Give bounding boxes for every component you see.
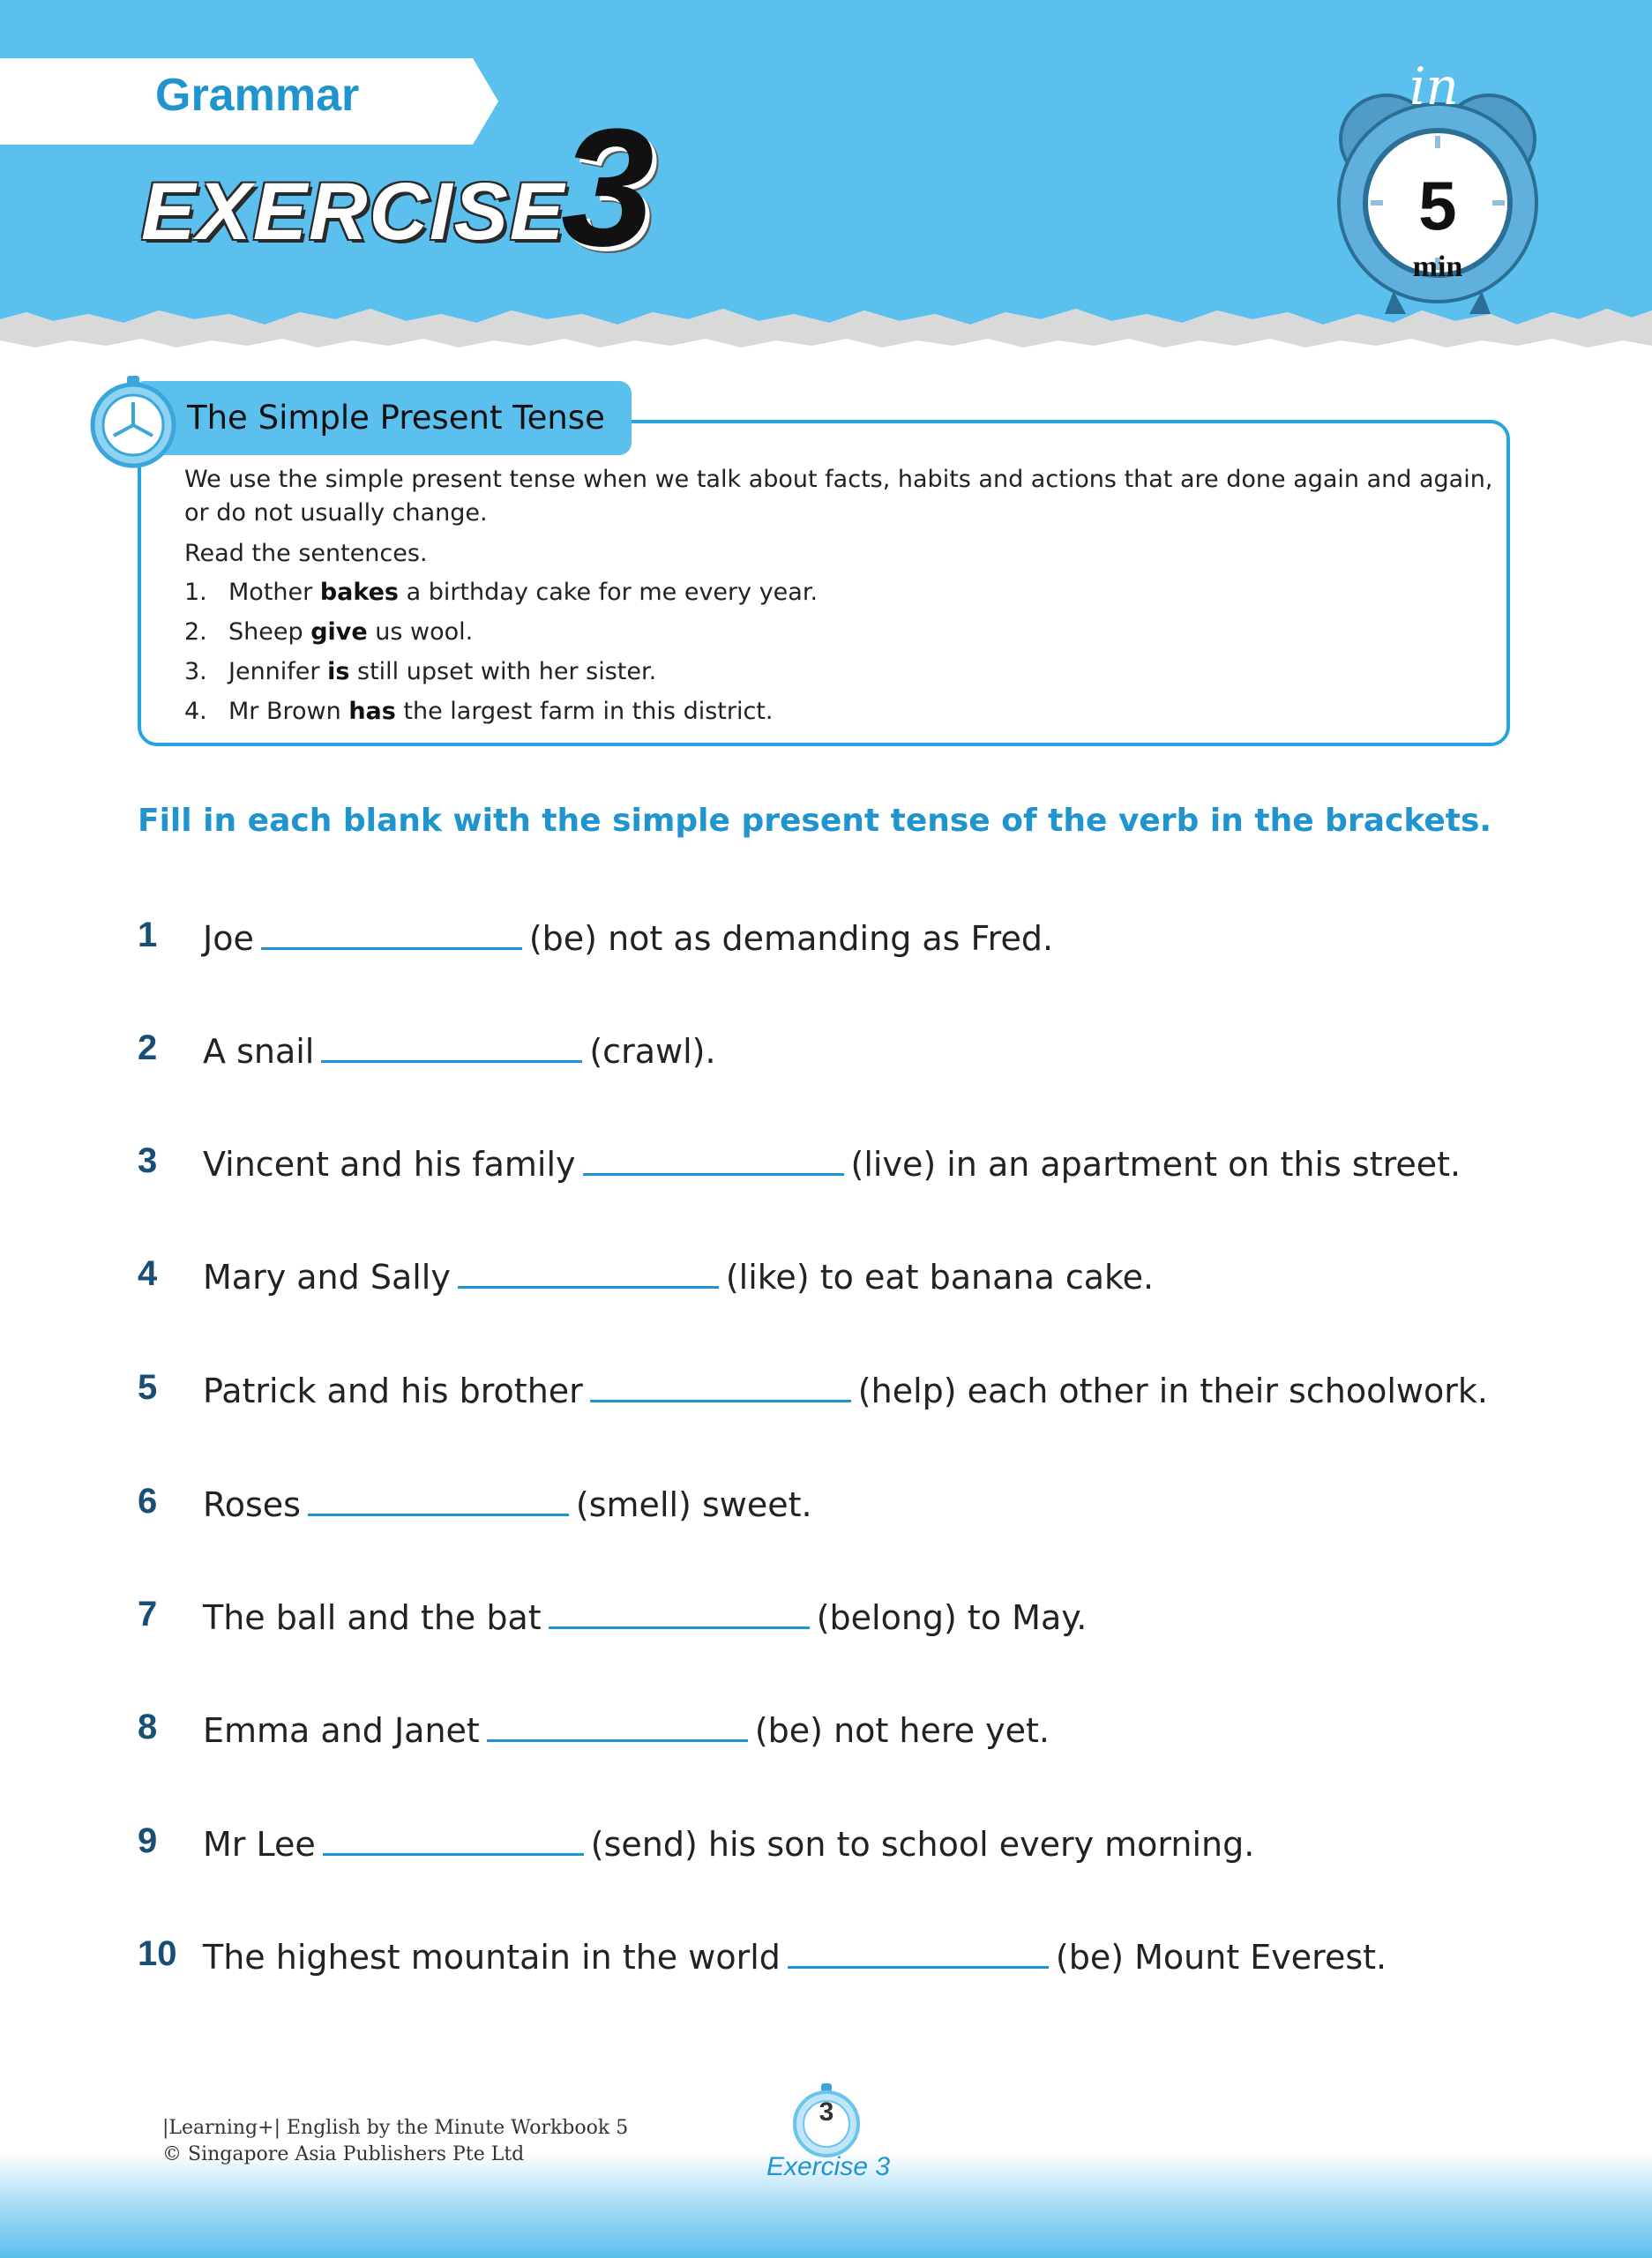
question-text-before: The ball and the bat xyxy=(203,1598,542,1637)
question-text-before: Patrick and his brother xyxy=(203,1372,583,1410)
question-text-after: (crawl). xyxy=(589,1032,716,1071)
question-text-before: Joe xyxy=(203,919,254,958)
instruction-text: Fill in each blank with the simple present tense of the verb in the brackets. xyxy=(138,803,1492,839)
question-text-before: Emma and Janet xyxy=(203,1711,480,1750)
question-number: 6 xyxy=(138,1482,158,1521)
question-text-after: (live) in an apartment on this street. xyxy=(850,1145,1461,1184)
exercise-heading: EXERCISE xyxy=(141,167,566,257)
question-text-before: Vincent and his family xyxy=(203,1145,576,1184)
footer-exercise-label: Exercise 3 xyxy=(766,2152,891,2181)
badge-unit: min xyxy=(1412,250,1463,283)
example-sentence xyxy=(184,698,773,725)
question-number: 1 xyxy=(138,916,158,954)
question-text-before: Roses xyxy=(203,1485,301,1524)
question-number: 4 xyxy=(138,1254,158,1293)
question-number: 3 xyxy=(138,1141,158,1180)
example-text-before: Mr Brown xyxy=(228,698,349,725)
answer-blank[interactable] xyxy=(458,1254,719,1289)
example-text-after: still upset with her sister. xyxy=(349,658,657,685)
answer-blank[interactable] xyxy=(261,916,522,950)
info-intro-line2: or do not usually change. xyxy=(184,499,488,527)
answer-blank[interactable] xyxy=(308,1482,569,1516)
answer-blank[interactable] xyxy=(583,1141,844,1176)
question-text-before: A snail xyxy=(203,1032,315,1071)
example-text-after: a birthday cake for me every year. xyxy=(398,579,819,606)
example-verb: give xyxy=(310,618,368,646)
question-text-after: (smell) sweet. xyxy=(575,1485,812,1524)
question-text-after: (be) Mount Everest. xyxy=(1055,1938,1387,1977)
answer-blank[interactable] xyxy=(487,1708,748,1742)
question-number: 10 xyxy=(138,1934,177,1973)
category-label: Grammar xyxy=(155,70,360,121)
exercise-number: 3 xyxy=(561,94,654,281)
question-number: 5 xyxy=(138,1368,158,1407)
answer-blank[interactable] xyxy=(321,1028,582,1063)
question-text-before: Mr Lee xyxy=(203,1825,316,1864)
answer-blank[interactable] xyxy=(590,1368,851,1402)
question-text-before: Mary and Sally xyxy=(203,1258,451,1297)
example-verb: bakes xyxy=(319,579,399,606)
stopwatch-icon xyxy=(85,374,182,471)
example-text-after: us wool. xyxy=(367,618,474,646)
question-text-after: (like) to eat banana cake. xyxy=(725,1258,1155,1297)
footer-copyright: © Singapore Asia Publishers Pte Ltd xyxy=(162,2143,525,2165)
example-verb: is xyxy=(327,658,350,685)
question-text-before: The highest mountain in the world xyxy=(203,1938,781,1977)
info-title: The Simple Present Tense xyxy=(187,399,605,437)
answer-blank[interactable] xyxy=(788,1934,1049,1969)
question-text-after: (send) his son to school every morning. xyxy=(590,1825,1255,1864)
footer-book-title: |Learning+| English by the Minute Workbook 5 xyxy=(162,2117,629,2139)
example-text-after: the largest farm in this district. xyxy=(395,698,774,725)
example-text-before: Jennifer xyxy=(228,658,328,685)
badge-in-label: in xyxy=(1409,56,1459,116)
question-text-after: (be) not as demanding as Fred. xyxy=(528,919,1054,958)
info-read-prompt: Read the sentences. xyxy=(184,540,428,567)
example-sentence xyxy=(184,658,656,685)
example-number: 1. xyxy=(184,579,207,606)
badge-minutes: 5 xyxy=(1418,167,1457,244)
answer-blank[interactable] xyxy=(549,1595,810,1629)
question-number: 8 xyxy=(138,1708,158,1746)
example-text-before: Sheep xyxy=(228,618,311,646)
example-number: 4. xyxy=(184,698,207,725)
question-text-after: (be) not here yet. xyxy=(754,1711,1050,1750)
example-text-before: Mother xyxy=(228,579,320,606)
example-number: 3. xyxy=(184,658,207,685)
question-text-after: (help) each other in their schoolwork. xyxy=(857,1372,1488,1410)
question-number: 9 xyxy=(138,1821,158,1860)
example-sentence xyxy=(184,579,818,606)
answer-blank[interactable] xyxy=(323,1821,584,1856)
question-text-after: (belong) to May. xyxy=(816,1598,1088,1637)
example-number: 2. xyxy=(184,618,207,646)
question-number: 7 xyxy=(138,1595,158,1634)
info-intro-line1: We use the simple present tense when we talk about facts, habits and actions that are done again and again, xyxy=(184,466,1493,493)
page-number: 3 xyxy=(819,2097,834,2127)
example-verb: has xyxy=(348,698,396,725)
question-number: 2 xyxy=(138,1028,158,1067)
example-sentence xyxy=(184,618,473,646)
